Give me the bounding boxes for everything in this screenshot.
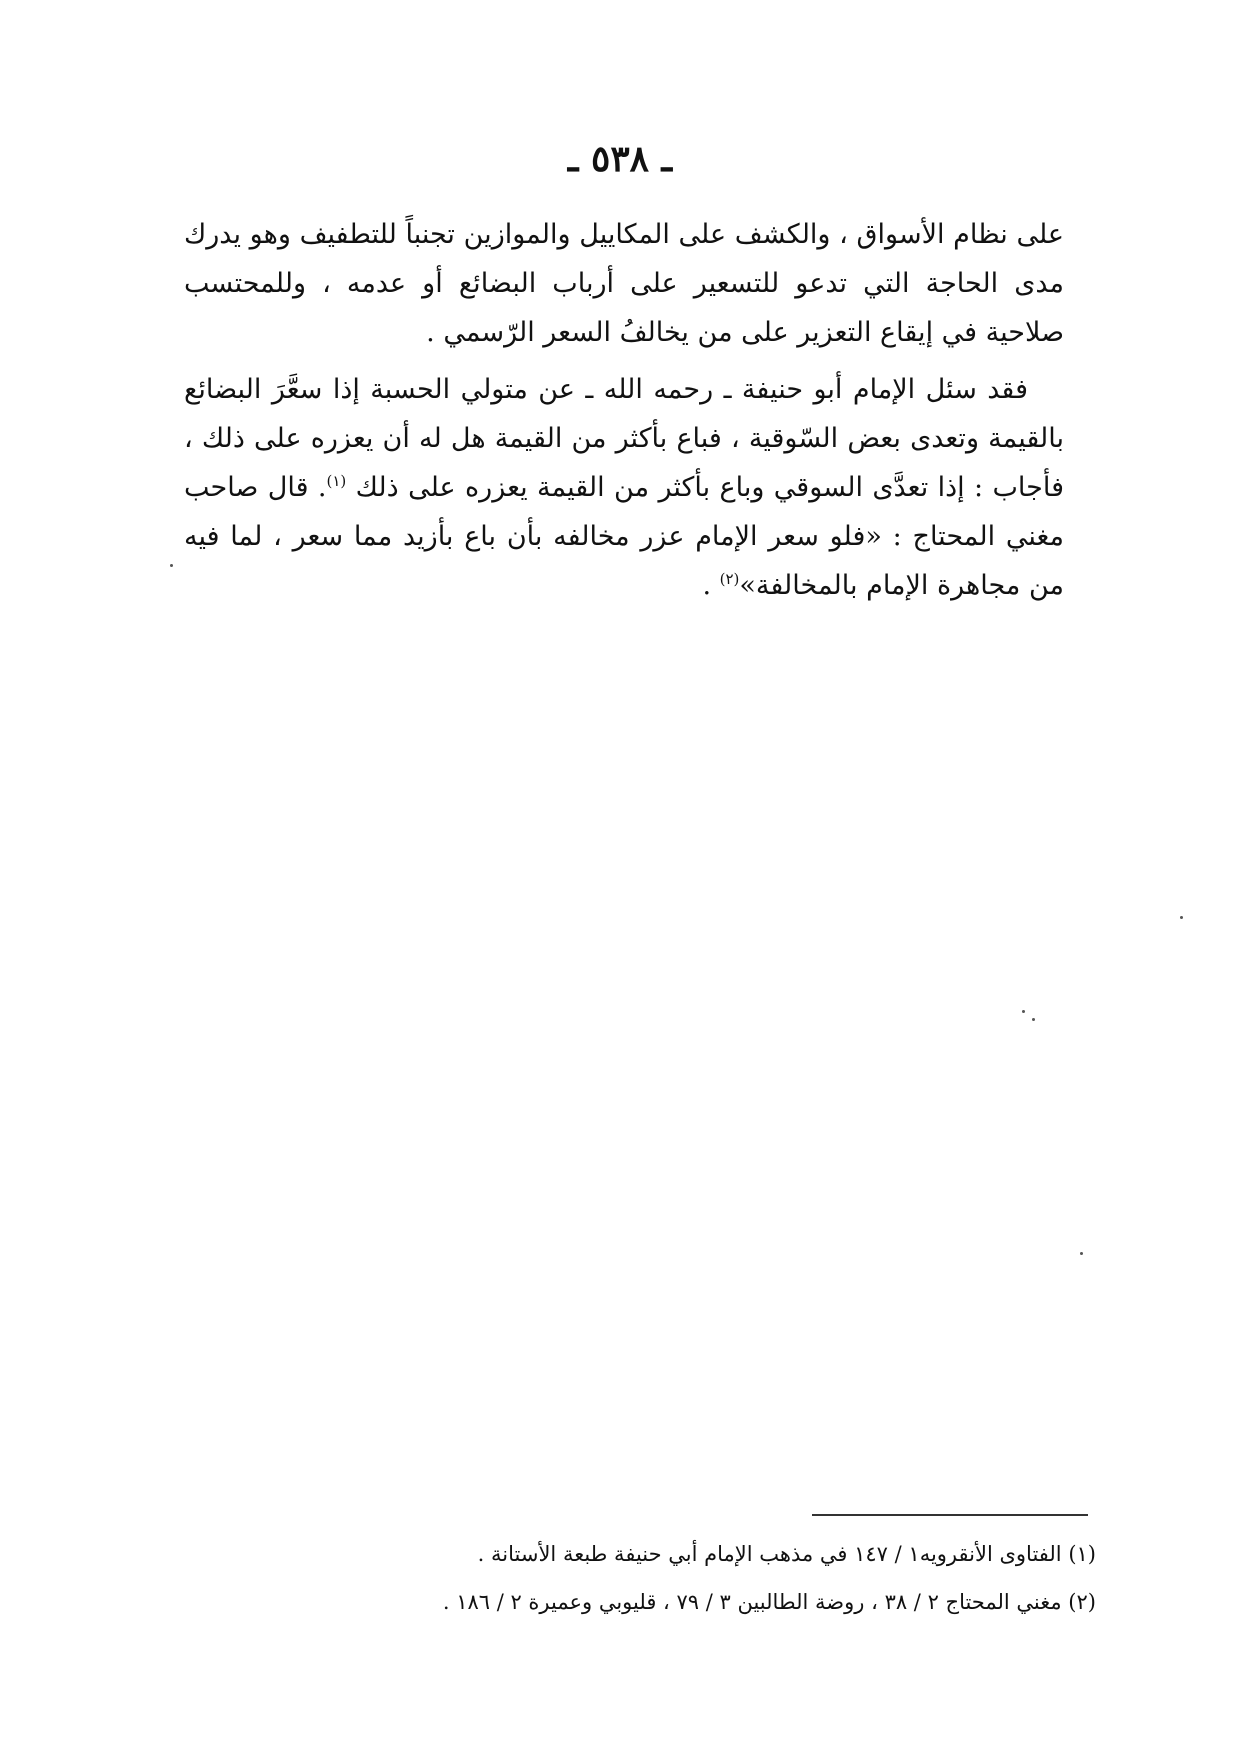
scan-speck bbox=[1022, 1010, 1025, 1013]
footnote-divider bbox=[812, 1514, 1088, 1516]
footnote-1: (١) الفتاوى الأنقرويه١ / ١٤٧ في مذهب الإمام أبي حنيفة طبعة الأستانة . bbox=[477, 1542, 1096, 1566]
paragraph-1: على نظام الأسواق ، والكشف على المكاييل والموازين تجنباً للتطفيف وهو يدرك مدى الحاجة التي تدعو للتسعير على أرباب البضائع أو عدمه ، وللمحتسب صلاحية في إيقاع التعزير على من يخالفُ السعر الرّسمي . bbox=[184, 219, 1064, 348]
paragraph-2 bbox=[184, 365, 1064, 610]
paragraph-2-part-2: . قال صاحب مغني المحتاج : «فلو سعر الإمام عزر مخالفه بأن باع بأزيد مما سعر ، لما فيه من مجاهرة الإمام بالمخالفة» bbox=[184, 472, 1064, 601]
footnote-ref-2: (٢) bbox=[719, 570, 740, 588]
page-number: ـ ٥٣٨ ـ bbox=[567, 138, 673, 180]
scan-speck bbox=[1080, 1252, 1083, 1255]
scan-speck bbox=[170, 564, 173, 567]
scan-speck bbox=[1032, 1018, 1035, 1021]
footnotes bbox=[184, 1530, 1096, 1626]
paragraph-2-part-3: . bbox=[702, 570, 712, 601]
scan-speck bbox=[1180, 916, 1183, 919]
footnote-2: (٢) مغني المحتاج ٢ / ٣٨ ، روضة الطالبين ٣ / ٧٩ ، قليوبي وعميرة ٢ / ١٨٦ . bbox=[442, 1590, 1096, 1614]
body-text bbox=[184, 210, 1064, 610]
footnote-ref-1: (١) bbox=[326, 472, 347, 490]
paragraph-2-part-1: فقد سئل الإمام أبو حنيفة ـ رحمه الله ـ عن متولي الحسبة إذا سعَّرَ البضائع بالقيمة وتعدى بعض السّوقية ، فباع بأكثر من القيمة هل له أن يعزره على ذلك ، فأجاب : إذا تعدَّى السوقي وباع بأكثر من القيمة يعزره على ذلك bbox=[184, 374, 1064, 503]
